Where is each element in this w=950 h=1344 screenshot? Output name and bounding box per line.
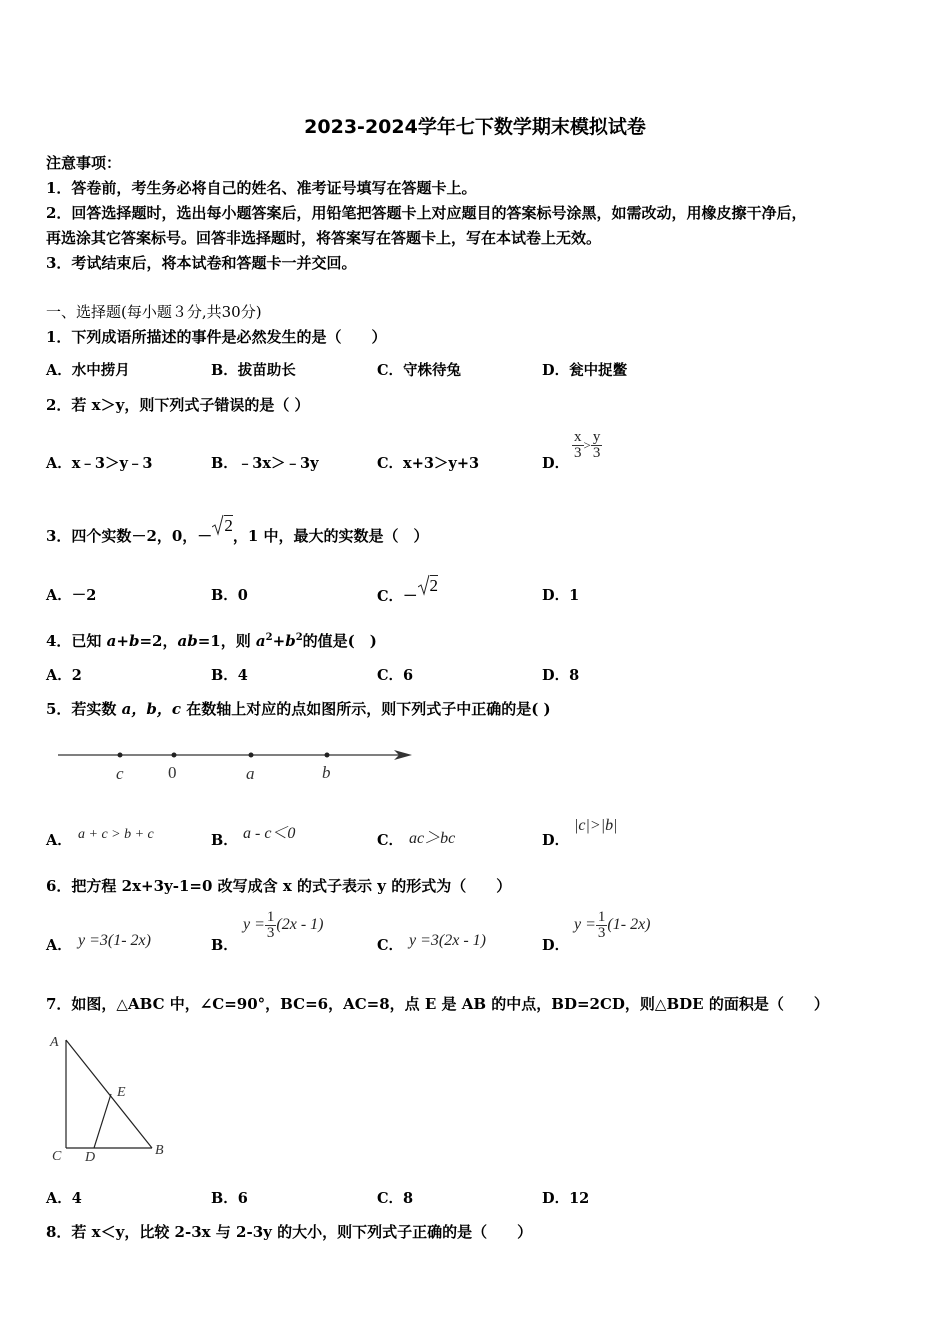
- q6-d-frac: [596, 910, 608, 941]
- q5-option-b-label[interactable]: B．: [211, 832, 238, 849]
- page-title: 2023-2024学年七下数学期末模拟试卷: [304, 116, 646, 138]
- q2-stem: 2．若 x＞y，则下列式子错误的是（ ）: [46, 396, 310, 414]
- q4-option-d[interactable]: D．8: [542, 667, 580, 684]
- q4-stem-post: 的值是( ): [302, 632, 377, 650]
- q6-stem: 6．把方程 2x+3y-1=0 改写成含 x 的式子表示 y 的形式为（ ）: [46, 877, 512, 895]
- label-b: b: [322, 763, 331, 782]
- q3-option-b-text: 0: [237, 587, 248, 604]
- q5-stem-vars: a，b，c: [121, 700, 182, 718]
- label-e: E: [117, 1085, 126, 1100]
- q3-stem: [46, 516, 429, 546]
- point-a: [249, 753, 254, 758]
- q3-option-d[interactable]: [542, 584, 579, 605]
- q5-number-line: [50, 740, 420, 790]
- q6-option-a-label[interactable]: A．: [46, 937, 72, 954]
- segment-de: [94, 1094, 111, 1148]
- notice-item-2: 2．回答选择题时，选出每小题答案后，用铅笔把答题卡上对应题目的答案标号涂黑，如需改动，用橡皮擦干净后，: [46, 204, 807, 222]
- q3-option-b[interactable]: [211, 584, 248, 605]
- q6-b-num: 1: [266, 909, 275, 925]
- q5-stem-post: 在数轴上对应的点如图所示，则下列式子中正确的是( ): [181, 700, 551, 718]
- q6-option-d-label[interactable]: D．: [542, 937, 570, 954]
- q4-stem-mid1: =2，: [139, 632, 178, 650]
- q2-option-d-label[interactable]: D．: [542, 455, 570, 472]
- q4-stem-a: a: [255, 632, 266, 650]
- q6-option-c-expr: y =3(2x - 1): [409, 932, 486, 949]
- q5-stem-pre: 5．若实数: [46, 700, 122, 718]
- notice-heading: 注意事项：: [46, 154, 122, 172]
- q8-stem: 8．若 x＜y，比较 2-3x 与 2-3y 的大小，则下列式子正确的是（ ）: [46, 1223, 533, 1241]
- label-b: B: [155, 1143, 164, 1158]
- point-0: [172, 753, 177, 758]
- q5-option-c-label[interactable]: C．: [377, 832, 404, 849]
- q4-option-c[interactable]: C．6: [377, 667, 414, 684]
- q5-option-c-expr: ac＞bc: [409, 830, 456, 847]
- q4-stem-plus: +: [272, 632, 286, 650]
- q6-d-den: 3: [597, 925, 606, 941]
- q3-stem-after: ，1 中，最大的实数是（ ）: [232, 527, 429, 545]
- q6-b-den: 3: [266, 925, 275, 941]
- label-d: D: [85, 1150, 96, 1165]
- q4-option-b[interactable]: B．4: [211, 667, 248, 684]
- radical-sign-icon: [418, 574, 430, 596]
- q6-option-d-expr: [574, 910, 651, 941]
- q4-stem-eq2: ab: [177, 632, 198, 650]
- q4-stem-b: b: [285, 632, 296, 650]
- q7-option-b[interactable]: B．6: [211, 1190, 248, 1207]
- q6-b-post: (2x - 1): [276, 916, 324, 934]
- q2-d-frac-right: [591, 430, 603, 461]
- q2-d-num-left: x: [574, 429, 582, 445]
- q1-stem: 1．下列成语所描述的事件是必然发生的是（ ）: [46, 328, 387, 346]
- label-a: a: [246, 764, 255, 783]
- label-0: 0: [168, 763, 177, 782]
- notice-item-1: 1．答卷前，考生务必将自己的姓名、准考证号填写在答题卡上。: [46, 179, 477, 197]
- notice-item-2-cont: 再选涂其它答案标号。回答非选择题时，将答案写在答题卡上，写在本试卷上无效。: [46, 229, 602, 247]
- q6-option-b-expr: [243, 910, 324, 941]
- q6-d-pre: y =: [574, 916, 596, 934]
- q5-option-a-label[interactable]: A．: [46, 832, 72, 849]
- label-a: A: [50, 1035, 59, 1050]
- q3-option-d-text: 1: [569, 587, 580, 604]
- q4-stem: [46, 630, 377, 651]
- q2-option-d-expr: [572, 430, 602, 461]
- q6-option-a-expr: y =3(1- 2x): [78, 932, 151, 949]
- radical-sign-icon: [212, 514, 224, 536]
- q1-option-a[interactable]: A．水中捞月: [46, 362, 130, 379]
- q5-option-a-expr: a + c > b + c: [78, 827, 154, 842]
- label-c: c: [116, 764, 124, 783]
- q3-stem-root: 2: [224, 516, 233, 535]
- q1-option-d[interactable]: D．瓮中捉鳖: [542, 362, 628, 379]
- q6-b-frac: [265, 910, 277, 941]
- q6-d-num: 1: [597, 909, 606, 925]
- q7-option-a[interactable]: A．4: [46, 1190, 82, 1207]
- q2-option-a-text: x﹣3＞y﹣3: [71, 455, 153, 472]
- q3-option-c-root: 2: [429, 576, 439, 595]
- q1-option-c[interactable]: C．守株待兔: [377, 362, 462, 379]
- q4-stem-eq1: a+b: [106, 632, 140, 650]
- q7-triangle-figure: [48, 1030, 178, 1165]
- notice-item-3: 3．考试结束后，将本试卷和答题卡一并交回。: [46, 254, 357, 272]
- q2-option-b-text: ﹣3x＞﹣3y: [237, 455, 319, 472]
- q3-option-c-label: C．: [377, 588, 404, 605]
- label-c: C: [52, 1149, 62, 1164]
- q7-option-c[interactable]: C．8: [377, 1190, 414, 1207]
- q3-option-d-label: D．: [542, 587, 570, 604]
- q6-option-b-label[interactable]: B．: [211, 937, 238, 954]
- q6-option-c-label[interactable]: C．: [377, 937, 404, 954]
- q5-option-d-expr: |c|>|b|: [574, 817, 618, 834]
- q5-option-d-label[interactable]: D．: [542, 832, 570, 849]
- q2-d-num-right: y: [592, 429, 601, 445]
- q3-option-a[interactable]: [46, 584, 96, 605]
- section-heading: 一、选择题(每小题３分,共30分): [46, 303, 262, 321]
- point-c: [118, 753, 123, 758]
- q7-stem: 7．如图，△ABC 中，∠C=90°，BC=6，AC=8，点 E 是 AB 的中点，BD=2CD，则△BDE 的面积是（ ）: [46, 995, 829, 1013]
- q2-option-a-label: A．: [46, 455, 72, 472]
- q4-stem-pre: 4．已知: [46, 632, 107, 650]
- q5-option-b-expr: a - c＜0: [243, 825, 296, 842]
- q2-option-c[interactable]: [377, 452, 479, 473]
- q4-stem-exp1: 2: [265, 632, 273, 643]
- q3-option-b-label: B．: [211, 587, 238, 604]
- q3-option-c-sqrt: [418, 574, 439, 596]
- q2-option-b[interactable]: [211, 452, 319, 473]
- q5-stem: [46, 698, 551, 719]
- side-ab: [66, 1040, 152, 1148]
- q2-d-den-left: 3: [574, 445, 582, 461]
- q3-stem-before: 3．四个实数－2，0，－: [46, 527, 213, 545]
- q4-stem-exp2: 2: [295, 632, 303, 643]
- q3-option-a-label: A．: [46, 587, 72, 604]
- q3-option-c-prefix: －: [403, 588, 418, 605]
- q3-stem-sqrt: [212, 514, 233, 536]
- q1-option-b[interactable]: B．拔苗助长: [211, 362, 296, 379]
- q2-option-b-label: B．: [211, 455, 238, 472]
- q2-option-a[interactable]: [46, 452, 153, 473]
- q2-option-c-text: x+3＞y+3: [403, 455, 480, 472]
- q3-option-c[interactable]: [377, 576, 439, 606]
- point-b: [325, 753, 330, 758]
- q4-stem-mid2: =1，则: [197, 632, 256, 650]
- q2-d-den-right: 3: [592, 445, 601, 461]
- q2-option-c-label: C．: [377, 455, 404, 472]
- q7-option-d[interactable]: D．12: [542, 1190, 590, 1207]
- q2-d-frac-left: [572, 430, 584, 461]
- q3-option-a-text: －2: [71, 587, 97, 604]
- q2-d-rel: >: [583, 437, 591, 453]
- q6-d-post: (1- 2x): [607, 916, 651, 934]
- q4-option-a[interactable]: A．2: [46, 667, 82, 684]
- q6-b-pre: y =: [243, 916, 265, 934]
